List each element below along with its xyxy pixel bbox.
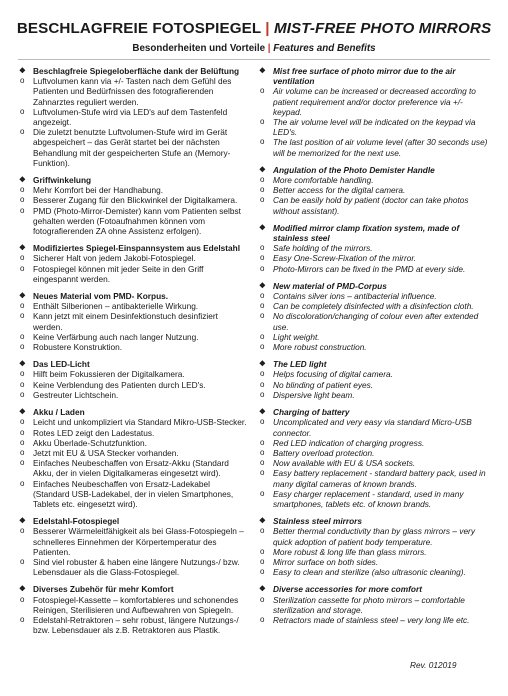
circle-bullet-icon: o bbox=[260, 447, 265, 457]
circle-bullet-icon: o bbox=[20, 437, 25, 447]
circle-bullet-icon: o bbox=[260, 331, 265, 341]
circle-bullet-icon: o bbox=[260, 86, 265, 96]
list-item bbox=[18, 390, 248, 400]
circle-bullet-icon: o bbox=[20, 76, 25, 86]
circle-bullet-icon: o bbox=[20, 417, 25, 427]
list-item-text: Air volume can be increased or decreased according to patient requirement and/or doctor preference via +/- keypad. bbox=[273, 86, 476, 117]
list-item bbox=[258, 117, 488, 137]
subtitle-english: Features and Benefits bbox=[273, 43, 376, 54]
list-item-text: Fotospiegel können mit jeder Seite in den Griff eingespannt werden. bbox=[33, 263, 204, 284]
section-heading bbox=[258, 516, 488, 526]
list-item bbox=[258, 448, 488, 458]
list-item bbox=[258, 253, 488, 263]
list-item-text: Can be completely disinfected with a disinfection cloth. bbox=[273, 301, 474, 312]
list-item bbox=[258, 438, 488, 448]
list-item bbox=[18, 526, 248, 557]
subtitle-german: Besonderheiten und Vorteile bbox=[132, 43, 266, 54]
list-item bbox=[18, 311, 248, 331]
list-item-text: Easy One-Screw-Fixation of the mirror. bbox=[273, 253, 417, 264]
list-item bbox=[258, 380, 488, 390]
feature-list bbox=[258, 369, 488, 400]
list-item-text: Fotospiegel-Kassette – komfortableres und schonendes Reinigen, Sterilisieren und Aufbewahren von Spiegeln. bbox=[33, 594, 239, 615]
list-item bbox=[18, 206, 248, 237]
section-heading-text: Modifiziertes Spiegel-Einspannsystem aus Edelstahl bbox=[33, 243, 241, 254]
section-heading bbox=[18, 243, 248, 253]
subtitle-separator: | bbox=[267, 43, 271, 54]
circle-bullet-icon: o bbox=[260, 195, 265, 205]
diamond-bullet-icon: ❖ bbox=[19, 291, 26, 301]
section-heading-text: Diverse accessories for more comfort bbox=[273, 584, 422, 595]
section-heading-text: New material of PMD-Corpus bbox=[273, 280, 387, 291]
feature-section bbox=[258, 165, 488, 216]
list-item bbox=[258, 489, 488, 509]
list-item bbox=[18, 438, 248, 448]
section-heading-text: Modified mirror clamp fixation system, made of stainless steel bbox=[273, 222, 460, 244]
diamond-bullet-icon: ❖ bbox=[19, 359, 26, 369]
diamond-bullet-icon: ❖ bbox=[259, 66, 266, 75]
list-item bbox=[258, 175, 488, 185]
section-heading bbox=[18, 291, 248, 301]
feature-section bbox=[18, 175, 248, 236]
circle-bullet-icon: o bbox=[260, 253, 265, 263]
list-item-text: Helps focusing of digital camera. bbox=[273, 369, 393, 380]
list-item bbox=[258, 390, 488, 400]
diamond-bullet-icon: ❖ bbox=[259, 280, 266, 290]
circle-bullet-icon: o bbox=[260, 379, 265, 389]
section-heading-text: Mist free surface of photo mirror due to the air ventilation bbox=[273, 66, 456, 87]
list-item-text: PMD (Photo-Mirror-Demister) kann vom Patienten selbst gehalten werden (Fotoaufnahmen können vom fotografierenden ZA ohne Assistenz erfolgen). bbox=[33, 205, 241, 237]
feature-list bbox=[18, 185, 248, 236]
section-heading-text: Stainless steel mirrors bbox=[273, 516, 363, 527]
list-item-text: Battery overload protection. bbox=[273, 447, 375, 458]
english-column bbox=[258, 66, 488, 632]
circle-bullet-icon: o bbox=[260, 342, 265, 352]
feature-list bbox=[18, 301, 248, 352]
section-heading bbox=[258, 359, 488, 369]
circle-bullet-icon: o bbox=[20, 311, 25, 321]
list-item-text: Mehr Komfort bei der Handhabung. bbox=[33, 185, 164, 196]
list-item bbox=[18, 458, 248, 478]
section-heading bbox=[18, 359, 248, 369]
list-item-text: More comfortable handling. bbox=[273, 175, 374, 186]
list-item bbox=[258, 195, 488, 215]
circle-bullet-icon: o bbox=[20, 379, 25, 389]
circle-bullet-icon: o bbox=[260, 175, 265, 185]
feature-section bbox=[18, 407, 248, 509]
list-item bbox=[258, 291, 488, 301]
circle-bullet-icon: o bbox=[20, 526, 25, 536]
section-heading-text: Neues Material vom PMD- Korpus. bbox=[33, 291, 169, 302]
list-item-text: Luftvolumen kann via +/- Tasten nach dem Gefühl des Patienten und Bedürfnissen des fotografierenden Zahnarztes reguliert werden. bbox=[33, 76, 232, 107]
circle-bullet-icon: o bbox=[20, 594, 25, 604]
circle-bullet-icon: o bbox=[260, 185, 265, 195]
feature-list bbox=[18, 595, 248, 636]
list-item-text: The air volume level will be indicated on the keypad via LED's. bbox=[273, 117, 476, 138]
list-item bbox=[18, 195, 248, 205]
list-item-text: Better thermal conductivity than by glass mirrors – very quick adoption of patient body temperature. bbox=[273, 526, 475, 547]
feature-section bbox=[18, 66, 248, 168]
list-item bbox=[18, 342, 248, 352]
list-item bbox=[258, 615, 488, 625]
list-item-text: More robust construction. bbox=[273, 342, 367, 353]
feature-list bbox=[18, 76, 248, 168]
section-heading bbox=[18, 407, 248, 417]
section-heading-text: Akku / Laden bbox=[33, 407, 85, 418]
diamond-bullet-icon: ❖ bbox=[259, 407, 266, 417]
circle-bullet-icon: o bbox=[260, 567, 265, 577]
list-item bbox=[18, 332, 248, 342]
circle-bullet-icon: o bbox=[260, 291, 265, 301]
list-item bbox=[258, 86, 488, 117]
circle-bullet-icon: o bbox=[260, 301, 265, 311]
circle-bullet-icon: o bbox=[20, 614, 25, 624]
feature-list bbox=[18, 253, 248, 284]
list-item-text: Akku Überlade-Schutzfunktion. bbox=[33, 437, 147, 448]
feature-section bbox=[18, 584, 248, 635]
list-item-text: Contains silver ions – antibacterial influence. bbox=[273, 291, 437, 302]
circle-bullet-icon: o bbox=[20, 458, 25, 468]
list-item-text: Rotes LED zeigt den Ladestatus. bbox=[33, 427, 155, 438]
list-item bbox=[18, 595, 248, 615]
circle-bullet-icon: o bbox=[260, 594, 265, 604]
list-item-text: Keine Verblendung des Patienten durch LED's. bbox=[33, 379, 206, 390]
list-item bbox=[18, 417, 248, 427]
section-heading-text: Diverses Zubehör für mehr Komfort bbox=[33, 584, 174, 595]
feature-list bbox=[258, 175, 488, 216]
list-item bbox=[18, 264, 248, 284]
list-item bbox=[258, 137, 488, 157]
section-heading-text: Das LED-Licht bbox=[33, 359, 90, 370]
feature-list bbox=[18, 526, 248, 577]
circle-bullet-icon: o bbox=[20, 253, 25, 263]
list-item-text: Now available with EU & USA sockets. bbox=[273, 458, 416, 469]
section-heading bbox=[258, 407, 488, 417]
feature-section bbox=[18, 516, 248, 577]
list-item-text: Easy to clean and sterilize (also ultrasonic cleaning). bbox=[273, 567, 466, 578]
diamond-bullet-icon: ❖ bbox=[259, 359, 266, 369]
circle-bullet-icon: o bbox=[260, 458, 265, 468]
diamond-bullet-icon: ❖ bbox=[259, 516, 266, 526]
list-item bbox=[18, 615, 248, 635]
circle-bullet-icon: o bbox=[260, 556, 265, 566]
list-item bbox=[18, 76, 248, 107]
list-item-text: Mirror surface on both sides. bbox=[273, 556, 379, 567]
circle-bullet-icon: o bbox=[260, 369, 265, 379]
list-item bbox=[258, 264, 488, 274]
list-item-text: Besserer Zugang für den Blickwinkel der Digitalkamera. bbox=[33, 195, 238, 206]
list-item bbox=[258, 342, 488, 352]
page-subtitle bbox=[0, 43, 508, 54]
diamond-bullet-icon: ❖ bbox=[19, 66, 26, 75]
list-item-text: Easy battery replacement - standard battery pack, used in many digital cameras of known brands. bbox=[273, 468, 486, 489]
list-item-text: Einfaches Neubeschaffen von Ersatz-Akku (Standard Akku, der in vielen Digitalkameras eingesetzt wird). bbox=[33, 458, 229, 479]
list-item bbox=[18, 127, 248, 168]
list-item-text: Leicht und unkompliziert via Standard Mikro-USB-Stecker. bbox=[33, 417, 247, 428]
feature-section bbox=[258, 223, 488, 274]
list-item bbox=[18, 448, 248, 458]
diamond-bullet-icon: ❖ bbox=[19, 175, 26, 185]
circle-bullet-icon: o bbox=[20, 447, 25, 457]
list-item bbox=[258, 557, 488, 567]
feature-list bbox=[258, 86, 488, 157]
circle-bullet-icon: o bbox=[20, 478, 25, 488]
circle-bullet-icon: o bbox=[20, 127, 25, 137]
circle-bullet-icon: o bbox=[20, 185, 25, 195]
list-item bbox=[258, 595, 488, 615]
circle-bullet-icon: o bbox=[20, 263, 25, 273]
circle-bullet-icon: o bbox=[260, 137, 265, 147]
list-item bbox=[18, 557, 248, 577]
section-heading bbox=[18, 175, 248, 185]
list-item bbox=[258, 311, 488, 331]
list-item bbox=[258, 567, 488, 577]
list-item-text: Edelstahl-Retraktoren – sehr robust, längere Nutzungs-/ bzw. Lebensdauer als z.B. Retraktoren aus Plastik. bbox=[33, 614, 239, 636]
list-item-text: Die zuletzt benutzte Luftvolumen-Stufe wird im Gerät abgespeichert – das Gerät startet bei der nächsten Behandlung mit der gespeicherten Stufe an (Memory-Funktion). bbox=[33, 127, 231, 168]
feature-section bbox=[258, 281, 488, 352]
title-german: BESCHLAGFREIE FOTOSPIEGEL bbox=[16, 20, 261, 37]
circle-bullet-icon: o bbox=[260, 526, 265, 536]
list-item bbox=[258, 185, 488, 195]
feature-section bbox=[258, 584, 488, 625]
list-item-text: Jetzt mit EU & USA Stecker vorhanden. bbox=[33, 447, 179, 458]
list-item bbox=[18, 185, 248, 195]
list-item bbox=[18, 301, 248, 311]
german-column bbox=[18, 66, 248, 642]
section-heading-text: Griffwinkelung bbox=[33, 175, 92, 186]
list-item-text: The last position of air volume level (after 30 seconds use) will be memorized for the next use. bbox=[273, 137, 488, 158]
list-item bbox=[258, 243, 488, 253]
circle-bullet-icon: o bbox=[20, 342, 25, 352]
header-divider bbox=[18, 59, 490, 60]
feature-section bbox=[258, 516, 488, 577]
circle-bullet-icon: o bbox=[20, 195, 25, 205]
list-item-text: Gestreuter Lichtschein. bbox=[33, 389, 119, 400]
list-item-text: Robustere Konstruktion. bbox=[33, 342, 123, 353]
list-item bbox=[258, 468, 488, 488]
diamond-bullet-icon: ❖ bbox=[19, 407, 26, 417]
list-item-text: More robust & long life than glass mirrors. bbox=[273, 546, 427, 557]
list-item-text: Dispersive light beam. bbox=[273, 389, 355, 400]
list-item-text: Besserer Wärmeleitfähigkeit als bei Glass-Fotospiegeln – schnelleres Einnehmen der Körpertemperatur des Patienten. bbox=[33, 526, 244, 557]
diamond-bullet-icon: ❖ bbox=[259, 222, 266, 232]
diamond-bullet-icon: ❖ bbox=[19, 516, 26, 526]
circle-bullet-icon: o bbox=[260, 614, 265, 624]
list-item bbox=[258, 458, 488, 468]
feature-section bbox=[18, 291, 248, 352]
diamond-bullet-icon: ❖ bbox=[259, 164, 266, 174]
list-item-text: Sterilization cassette for photo mirrors – comfortable sterilization and storage. bbox=[273, 594, 465, 615]
feature-list bbox=[258, 526, 488, 577]
list-item-text: Sicherer Halt von jedem Jakobi-Fotospiegel. bbox=[33, 253, 196, 264]
list-item-text: Keine Verfärbung auch nach langer Nutzung. bbox=[33, 331, 199, 342]
section-heading bbox=[18, 516, 248, 526]
circle-bullet-icon: o bbox=[20, 301, 25, 311]
circle-bullet-icon: o bbox=[20, 389, 25, 399]
circle-bullet-icon: o bbox=[20, 369, 25, 379]
circle-bullet-icon: o bbox=[260, 311, 265, 321]
section-heading bbox=[258, 165, 488, 175]
list-item bbox=[18, 428, 248, 438]
feature-list bbox=[258, 243, 488, 274]
list-item-text: Light weight. bbox=[273, 331, 320, 342]
list-item bbox=[18, 369, 248, 379]
list-item bbox=[258, 526, 488, 546]
list-item-text: Luftvolumen-Stufe wird via LED's auf dem Tastenfeld angezeigt. bbox=[33, 106, 228, 128]
revision-note: Rev. 012019 bbox=[410, 660, 457, 670]
section-heading bbox=[258, 66, 488, 86]
section-heading bbox=[258, 584, 488, 594]
diamond-bullet-icon: ❖ bbox=[19, 584, 26, 594]
title-english: MIST-FREE PHOTO MIRRORS bbox=[273, 20, 492, 37]
feature-section bbox=[18, 243, 248, 284]
list-item-text: Uncomplicated and very easy via standard Micro-USB connector. bbox=[273, 417, 472, 438]
feature-section bbox=[258, 66, 488, 158]
list-item-text: Photo-Mirrors can be fixed in the PMD at every side. bbox=[273, 263, 466, 274]
section-heading-text: The LED light bbox=[273, 359, 327, 370]
circle-bullet-icon: o bbox=[260, 117, 265, 127]
list-item-text: Better access for the digital camera. bbox=[273, 185, 406, 196]
circle-bullet-icon: o bbox=[260, 389, 265, 399]
list-item bbox=[258, 332, 488, 342]
section-heading bbox=[258, 281, 488, 291]
list-item bbox=[258, 417, 488, 437]
list-item bbox=[258, 369, 488, 379]
list-item-text: Can be easily hold by patient (doctor can take photos without assistant). bbox=[273, 195, 469, 216]
section-heading-text: Charging of battery bbox=[273, 407, 350, 418]
section-heading bbox=[258, 223, 488, 243]
list-item-text: Sind viel robuster & haben eine längere Nutzungs-/ bzw. Lebensdauer als die Glass-Fotospiegel. bbox=[33, 556, 240, 578]
section-heading-text: Beschlagfreie Spiegeloberfläche dank der Belüftung bbox=[33, 66, 240, 76]
list-item bbox=[18, 479, 248, 510]
circle-bullet-icon: o bbox=[20, 331, 25, 341]
list-item bbox=[258, 547, 488, 557]
section-heading bbox=[18, 66, 248, 76]
list-item bbox=[18, 380, 248, 390]
section-heading-text: Edelstahl-Fotospiegel bbox=[33, 516, 120, 527]
feature-list bbox=[258, 291, 488, 352]
section-heading-text: Angulation of the Photo Demister Handle bbox=[273, 164, 435, 175]
diamond-bullet-icon: ❖ bbox=[259, 584, 266, 594]
list-item bbox=[18, 107, 248, 127]
list-item bbox=[258, 301, 488, 311]
section-heading bbox=[18, 584, 248, 594]
title-separator: | bbox=[265, 20, 270, 37]
circle-bullet-icon: o bbox=[260, 546, 265, 556]
feature-section bbox=[18, 359, 248, 400]
page-title bbox=[0, 20, 508, 37]
feature-list bbox=[258, 595, 488, 626]
list-item-text: Kann jetzt mit einem Desinfektionstuch desinfiziert werden. bbox=[33, 311, 218, 332]
circle-bullet-icon: o bbox=[260, 417, 265, 427]
list-item-text: Easy charger replacement - standard, used in many smartphones, tablets etc. of known brands. bbox=[273, 488, 464, 509]
list-item-text: No discoloration/changing of colour even after extended use. bbox=[273, 311, 479, 332]
circle-bullet-icon: o bbox=[260, 263, 265, 273]
feature-list bbox=[258, 417, 488, 509]
list-item-text: Safe holding of the mirrors. bbox=[273, 243, 373, 254]
circle-bullet-icon: o bbox=[260, 488, 265, 498]
circle-bullet-icon: o bbox=[20, 556, 25, 566]
circle-bullet-icon: o bbox=[260, 243, 265, 253]
diamond-bullet-icon: ❖ bbox=[19, 243, 26, 253]
feature-section bbox=[258, 407, 488, 509]
feature-list bbox=[18, 369, 248, 400]
feature-list bbox=[18, 417, 248, 509]
list-item bbox=[18, 253, 248, 263]
circle-bullet-icon: o bbox=[260, 437, 265, 447]
feature-section bbox=[258, 359, 488, 400]
list-item-text: Enthält Silberionen – antibakterielle Wirkung. bbox=[33, 301, 199, 312]
circle-bullet-icon: o bbox=[20, 106, 25, 116]
circle-bullet-icon: o bbox=[20, 427, 25, 437]
list-item-text: No blinding of patient eyes. bbox=[273, 379, 374, 390]
circle-bullet-icon: o bbox=[260, 468, 265, 478]
list-item-text: Red LED indication of charging progress. bbox=[273, 437, 425, 448]
list-item-text: Retractors made of stainless steel – very long life etc. bbox=[273, 614, 470, 625]
list-item-text: Hilft beim Fokussieren der Digitalkamera. bbox=[33, 369, 185, 380]
circle-bullet-icon: o bbox=[20, 205, 25, 215]
list-item-text: Einfaches Neubeschaffen von Ersatz-Ladekabel (Standard USB-Ladekabel, der in vielen Smartphones, Tablets etc. eingesetzt wird). bbox=[33, 478, 234, 509]
